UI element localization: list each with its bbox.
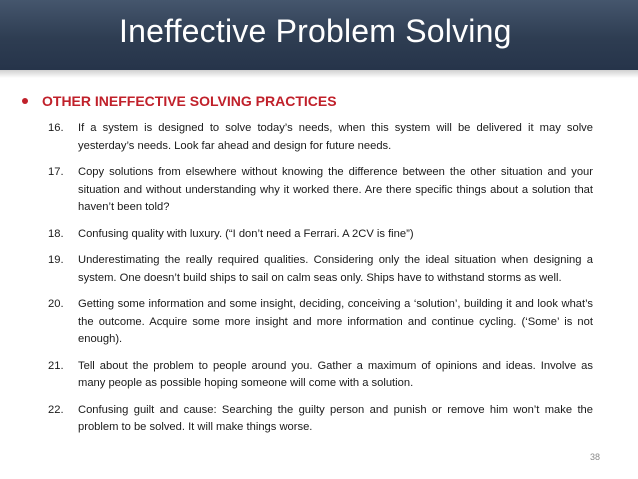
item-text: Copy solutions from elsewhere without knowing the difference between the other situation and your situation and without understanding why it worked there. Are there specific things about a solution that haven’t been told? xyxy=(78,166,593,213)
item-text: If a system is designed to solve today’s needs, when this system will be delivered it may solve yesterday’s needs. Look far ahead and design for future needs. xyxy=(78,122,593,152)
item-number: 17. xyxy=(48,166,64,178)
title-bar-shadow xyxy=(0,70,638,78)
item-text: Confusing quality with luxury. (“I don’t need a Ferrari. A 2CV is fine”) xyxy=(78,227,414,240)
practices-list xyxy=(48,120,593,446)
item-number: 19. xyxy=(48,254,64,266)
section-heading xyxy=(22,93,337,109)
list-item xyxy=(48,164,593,217)
list-item xyxy=(48,120,593,155)
item-number: 18. xyxy=(48,227,64,240)
item-number: 16. xyxy=(48,122,64,134)
list-item xyxy=(48,252,593,287)
list-item xyxy=(48,226,593,244)
bullet-icon xyxy=(22,98,28,104)
slide-title: Ineffective Problem Solving xyxy=(119,13,512,49)
page-number: 38 xyxy=(590,452,601,462)
title-bar xyxy=(0,0,638,70)
item-number: 20. xyxy=(48,298,64,310)
item-text: Tell about the problem to people around you. Gather a maximum of opinions and ideas. Involve as many people as possible hoping someone will come with a solution. xyxy=(78,359,593,389)
item-text: Underestimating the really required qualities. Considering only the ideal situation when designing a system. One doesn’t build ships to sail on calm seas only. Ships have to withstand storms as well. xyxy=(78,254,593,284)
item-text: Getting some information and some insight, deciding, conceiving a ‘solution’, building it and look what’s the outcome. Acquire some more insight and more information and continue cycling. (‘Some’ is not enough). xyxy=(78,298,593,345)
list-item xyxy=(48,296,593,349)
section-heading-text: OTHER INEFFECTIVE SOLVING PRACTICES xyxy=(42,93,337,109)
item-number: 21. xyxy=(48,359,64,372)
list-item xyxy=(48,402,593,437)
item-text: Confusing guilt and cause: Searching the guilty person and punish or remove him won’t make the problem to be solved. It will make things worse. xyxy=(78,403,593,433)
list-item xyxy=(48,358,593,393)
item-number: 22. xyxy=(48,403,64,416)
